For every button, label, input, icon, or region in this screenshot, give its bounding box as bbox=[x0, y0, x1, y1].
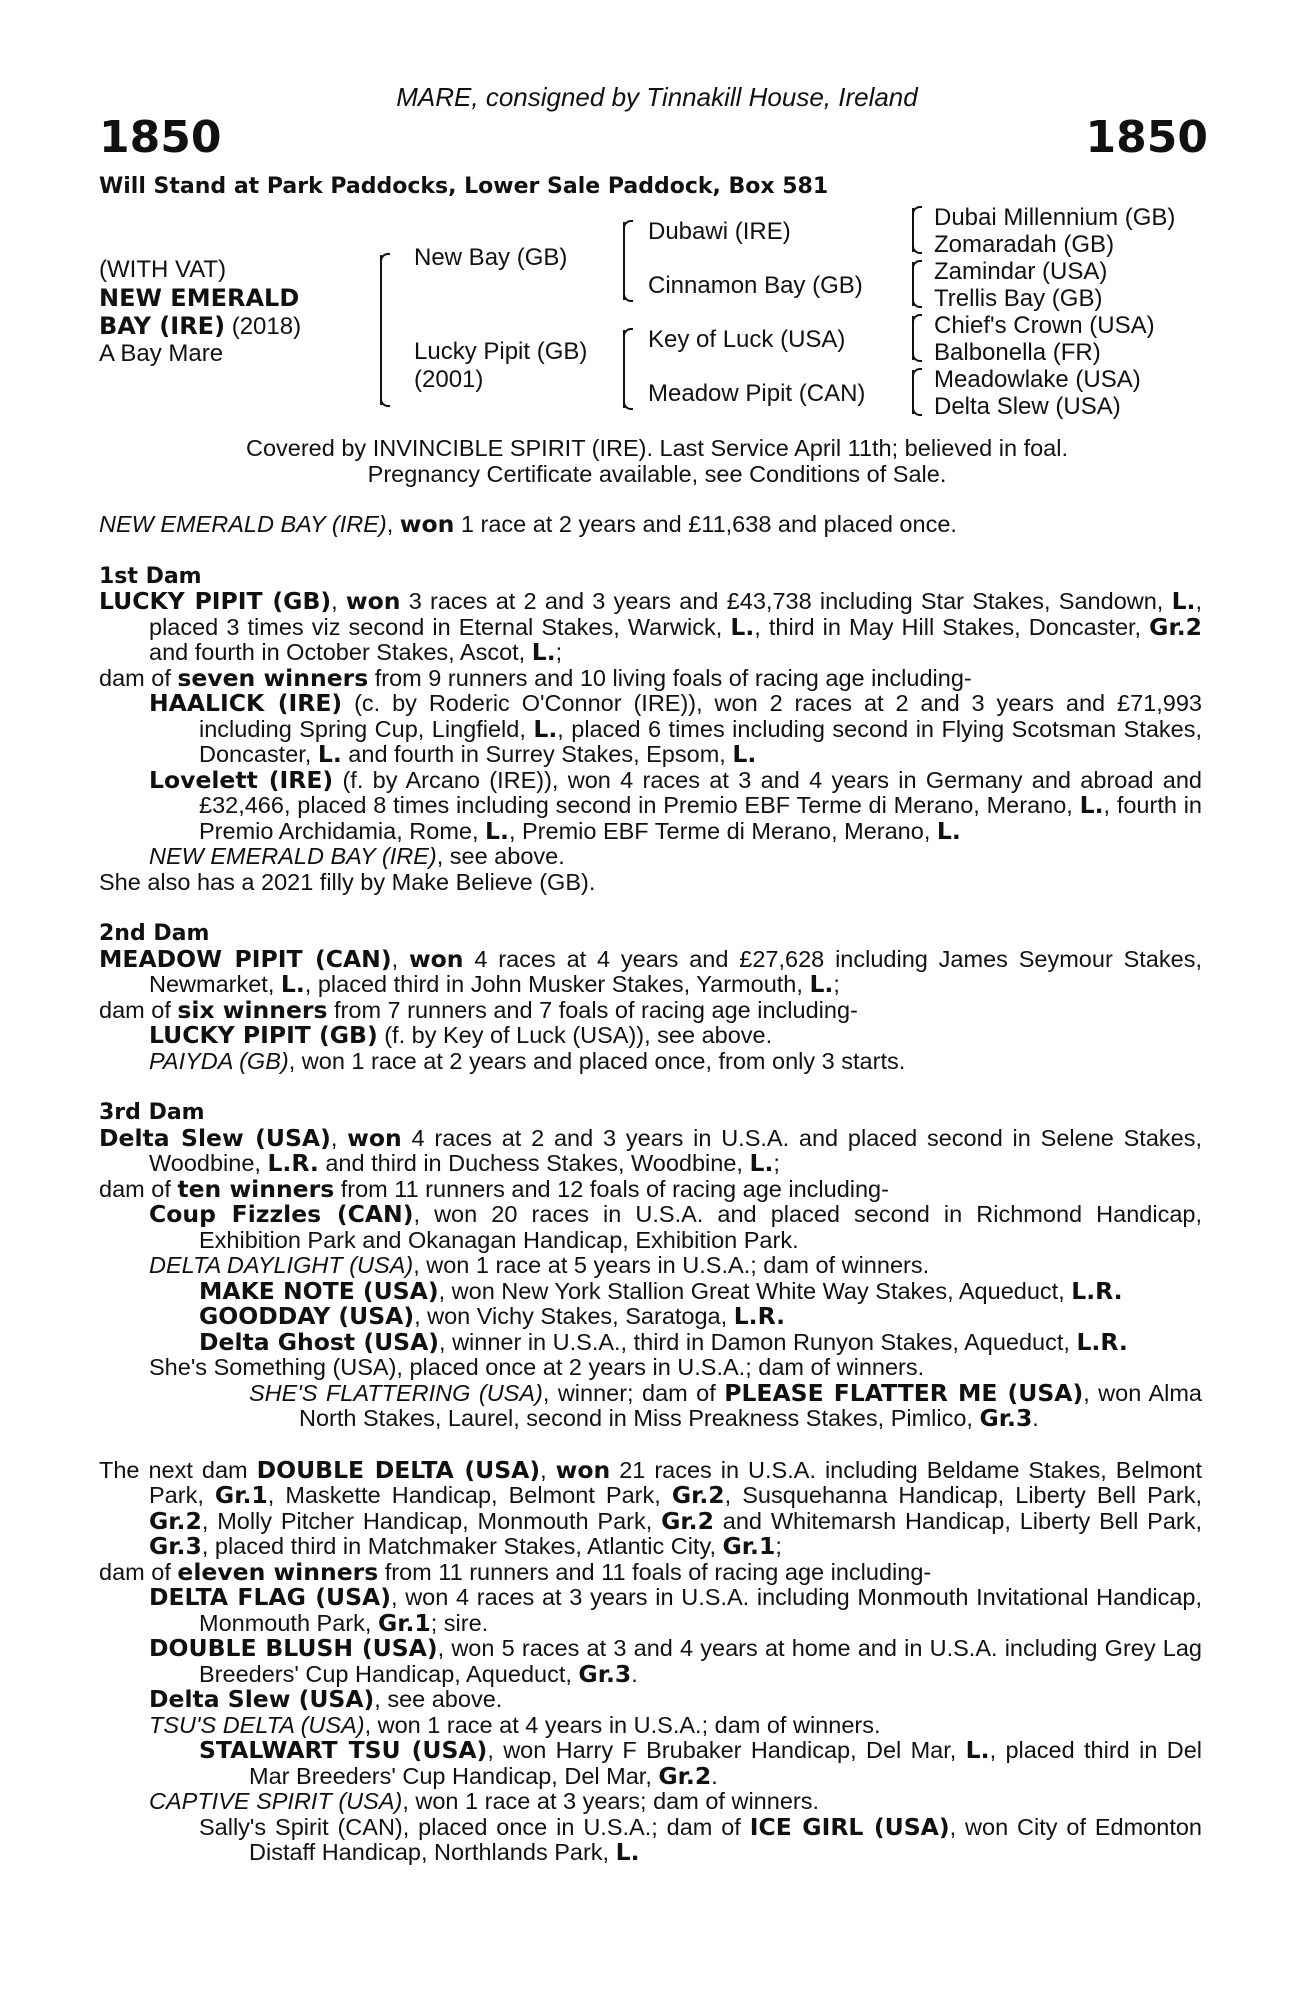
next-dam-record: The next dam DOUBLE DELTA (USA), won 21 races in U.S.A. including Beldame Stakes, Belmont Park, Gr.1, Maskette Handicap, Belmont Park, Gr.2, Susquehanna Handicap, Liberty Bell Park, Gr.2, Molly Pitcher Handicap, Monmouth Park, Gr.2 and Whitemarsh Handicap, Liberty Bell Park, Gr.3, placed third in Matchmaker Stakes, Atlantic City, Gr.1; bbox=[99, 1455, 1203, 1560]
sdd: Trellis Bay (GB) bbox=[934, 285, 1103, 312]
next-dam-produce-summary: dam of eleven winners from 11 runners and 11 foals of racing age including- bbox=[99, 1557, 932, 1586]
lot-number-right: 1850 bbox=[1085, 112, 1208, 163]
location-line: Will Stand at Park Paddocks, Lower Sale Paddock, Box 581 bbox=[99, 174, 829, 199]
produce-goodday: GOODDAY (USA), won Vichy Stakes, Saratoga, L.R. bbox=[199, 1302, 786, 1330]
produce-new-emerald-bay: NEW EMERALD BAY (IRE), see above. bbox=[149, 843, 565, 869]
produce-make-note: MAKE NOTE (USA), won New York Stallion Great White Way Stakes, Aqueduct, L.R. bbox=[199, 1276, 1123, 1305]
produce-lucky-pipit: LUCKY PIPIT (GB) (f. by Key of Luck (USA)), see above. bbox=[149, 1021, 773, 1049]
horse-description: A Bay Mare bbox=[99, 340, 224, 367]
third-dam-produce-summary: dam of ten winners from 11 runners and 12 foals of racing age including- bbox=[99, 1174, 889, 1203]
intro-paragraph: NEW EMERALD BAY (IRE), won 1 race at 2 years and £11,638 and placed once. bbox=[99, 510, 957, 538]
sss: Dubai Millennium (GB) bbox=[934, 204, 1176, 231]
ddd: Delta Slew (USA) bbox=[934, 393, 1121, 420]
ssd: Zomaradah (GB) bbox=[934, 231, 1115, 258]
dam-sire: Key of Luck (USA) bbox=[648, 326, 846, 353]
produce-captive-spirit: CAPTIVE SPIRIT (USA), won 1 race at 3 years; dam of winners. bbox=[149, 1788, 819, 1814]
third-dam-heading: 3rd Dam bbox=[99, 1100, 205, 1125]
produce-shes-flattering: SHE'S FLATTERING (USA), winner; dam of PLEASE FLATTER ME (USA), won Alma North Stakes, Laurel, second in Miss Preakness Stakes, Pimlico, Gr.3. bbox=[249, 1378, 1202, 1432]
sire: New Bay (GB) bbox=[414, 244, 568, 271]
first-dam-record: LUCKY PIPIT (GB), won 3 races at 2 and 3 years and £43,738 including Star Stakes, Sandown, L., placed 3 times viz second in Eternal Stakes, Warwick, L., third in May Hill Stakes, Doncaster, Gr.2 and fourth in October Stakes, Ascot, L.; bbox=[99, 587, 1202, 666]
third-dam-record: Delta Slew (USA), won 4 races at 2 and 3 years in U.S.A. and placed second in Selene Stakes, Woodbine, L.R. and third in Duchess Stakes, Woodbine, L.; bbox=[99, 1123, 1203, 1177]
brace-g3-2 bbox=[912, 262, 914, 306]
vat-note: (WITH VAT) bbox=[99, 256, 227, 283]
brace-gen1 bbox=[380, 255, 382, 405]
sds: Zamindar (USA) bbox=[934, 258, 1108, 285]
dss: Chief's Crown (USA) bbox=[934, 312, 1155, 339]
sire-dam: Cinnamon Bay (GB) bbox=[648, 272, 863, 299]
second-dam-heading: 2nd Dam bbox=[99, 921, 210, 946]
produce-tsus-delta: TSU'S DELTA (USA), won 1 race at 4 years in U.S.A.; dam of winners. bbox=[149, 1711, 881, 1738]
produce-delta-daylight: DELTA DAYLIGHT (USA), won 1 race at 5 years in U.S.A.; dam of winners. bbox=[149, 1252, 930, 1278]
dam-year: (2001) bbox=[414, 366, 484, 393]
horse-name-line1: NEW EMERALD bbox=[99, 284, 300, 312]
second-dam-record: MEADOW PIPIT (CAN), won 4 races at 4 years and £27,628 including James Seymour Stakes, Newmarket, L., placed third in John Musker Stakes, Yarmouth, L.; bbox=[99, 944, 1202, 998]
dam-dam: Meadow Pipit (CAN) bbox=[648, 380, 866, 407]
produce-stalwart-tsu: STALWART TSU (USA), won Harry F Brubaker Handicap, Del Mar, L., placed third in Del Mar Breeders' Cup Handicap, Del Mar, Gr.2. bbox=[199, 1736, 1202, 1790]
catalogue-body bbox=[99, 512, 1202, 1866]
dam: Lucky Pipit (GB) bbox=[414, 338, 588, 365]
lot-number-left: 1850 bbox=[99, 112, 222, 163]
produce-delta-slew: Delta Slew (USA), see above. bbox=[149, 1685, 503, 1713]
produce-lovelett: Lovelett (IRE) (f. by Arcano (IRE)), won 4 races at 3 and 4 years in Germany and abroad and £32,466, placed 8 times including second in Premio EBF Terme di Merano, Merano, L., fourth in Premio Archidamia, Rome, L., Premio EBF Terme di Merano, Merano, L. bbox=[149, 765, 1202, 845]
dds: Meadowlake (USA) bbox=[934, 366, 1141, 393]
second-dam-produce-summary: dam of six winners from 7 runners and 7 foals of racing age including- bbox=[99, 995, 858, 1024]
brace-sire-parents bbox=[623, 222, 625, 300]
produce-coup-fizzles: Coup Fizzles (CAN), won 20 races in U.S.A. and placed second in Richmond Handicap, Exhibition Park and Okanagan Handicap, Exhibition Park. bbox=[149, 1200, 1202, 1253]
covered-line2: Pregnancy Certificate available, see Conditions of Sale. bbox=[367, 461, 947, 487]
horse-name-line2: BAY (IRE) (2018) bbox=[99, 312, 302, 340]
produce-paiyda: PAIYDA (GB), won 1 race at 2 years and placed once, from only 3 starts. bbox=[149, 1047, 906, 1074]
consignment-line: MARE, consigned by Tinnakill House, Ireland bbox=[396, 82, 918, 112]
sire-sire: Dubawi (IRE) bbox=[648, 218, 791, 245]
produce-haalick: HAALICK (IRE) (c. by Roderic O'Connor (IRE)), won 2 races at 2 and 3 years and £71,993 including Spring Cup, Lingfield, L., placed 6 times including second in Flying Scotsman Stakes, Doncaster, L. and fourth in Surrey Stakes, Epsom, L. bbox=[149, 689, 1202, 768]
produce-delta-flag: DELTA FLAG (USA), won 4 races at 3 years in U.S.A. including Monmouth Invitational Handicap, Monmouth Park, Gr.1; sire. bbox=[149, 1583, 1202, 1637]
first-dam-also: She also has a 2021 filly by Make Believe (GB). bbox=[99, 868, 596, 895]
first-dam-heading: 1st Dam bbox=[99, 563, 202, 589]
produce-delta-ghost: Delta Ghost (USA), winner in U.S.A., third in Damon Runyon Stakes, Aqueduct, L.R. bbox=[199, 1327, 1128, 1356]
brace-g3-3 bbox=[912, 316, 914, 360]
dsd: Balbonella (FR) bbox=[934, 339, 1101, 366]
first-dam-produce-summary: dam of seven winners from 9 runners and 10 living foals of racing age including- bbox=[99, 663, 972, 692]
produce-double-blush: DOUBLE BLUSH (USA), won 5 races at 3 and 4 years at home and in U.S.A. including Grey Lag Breeders' Cup Handicap, Aqueduct, Gr.3. bbox=[149, 1634, 1202, 1688]
produce-sallys-spirit: Sally's Spirit (CAN), placed once in U.S.A.; dam of ICE GIRL (USA), won City of Edmonton Distaff Handicap, Northlands Park, L. bbox=[199, 1812, 1202, 1866]
brace-g3-1 bbox=[912, 208, 914, 252]
brace-g3-4 bbox=[912, 370, 914, 414]
covered-line1: Covered by INVINCIBLE SPIRIT (IRE). Last Service April 11th; believed in foal. bbox=[246, 435, 1068, 461]
produce-shes-something: She's Something (USA), placed once at 2 years in U.S.A.; dam of winners. bbox=[149, 1354, 925, 1380]
brace-dam-parents bbox=[623, 330, 625, 408]
covered-by-note bbox=[0, 435, 1314, 487]
